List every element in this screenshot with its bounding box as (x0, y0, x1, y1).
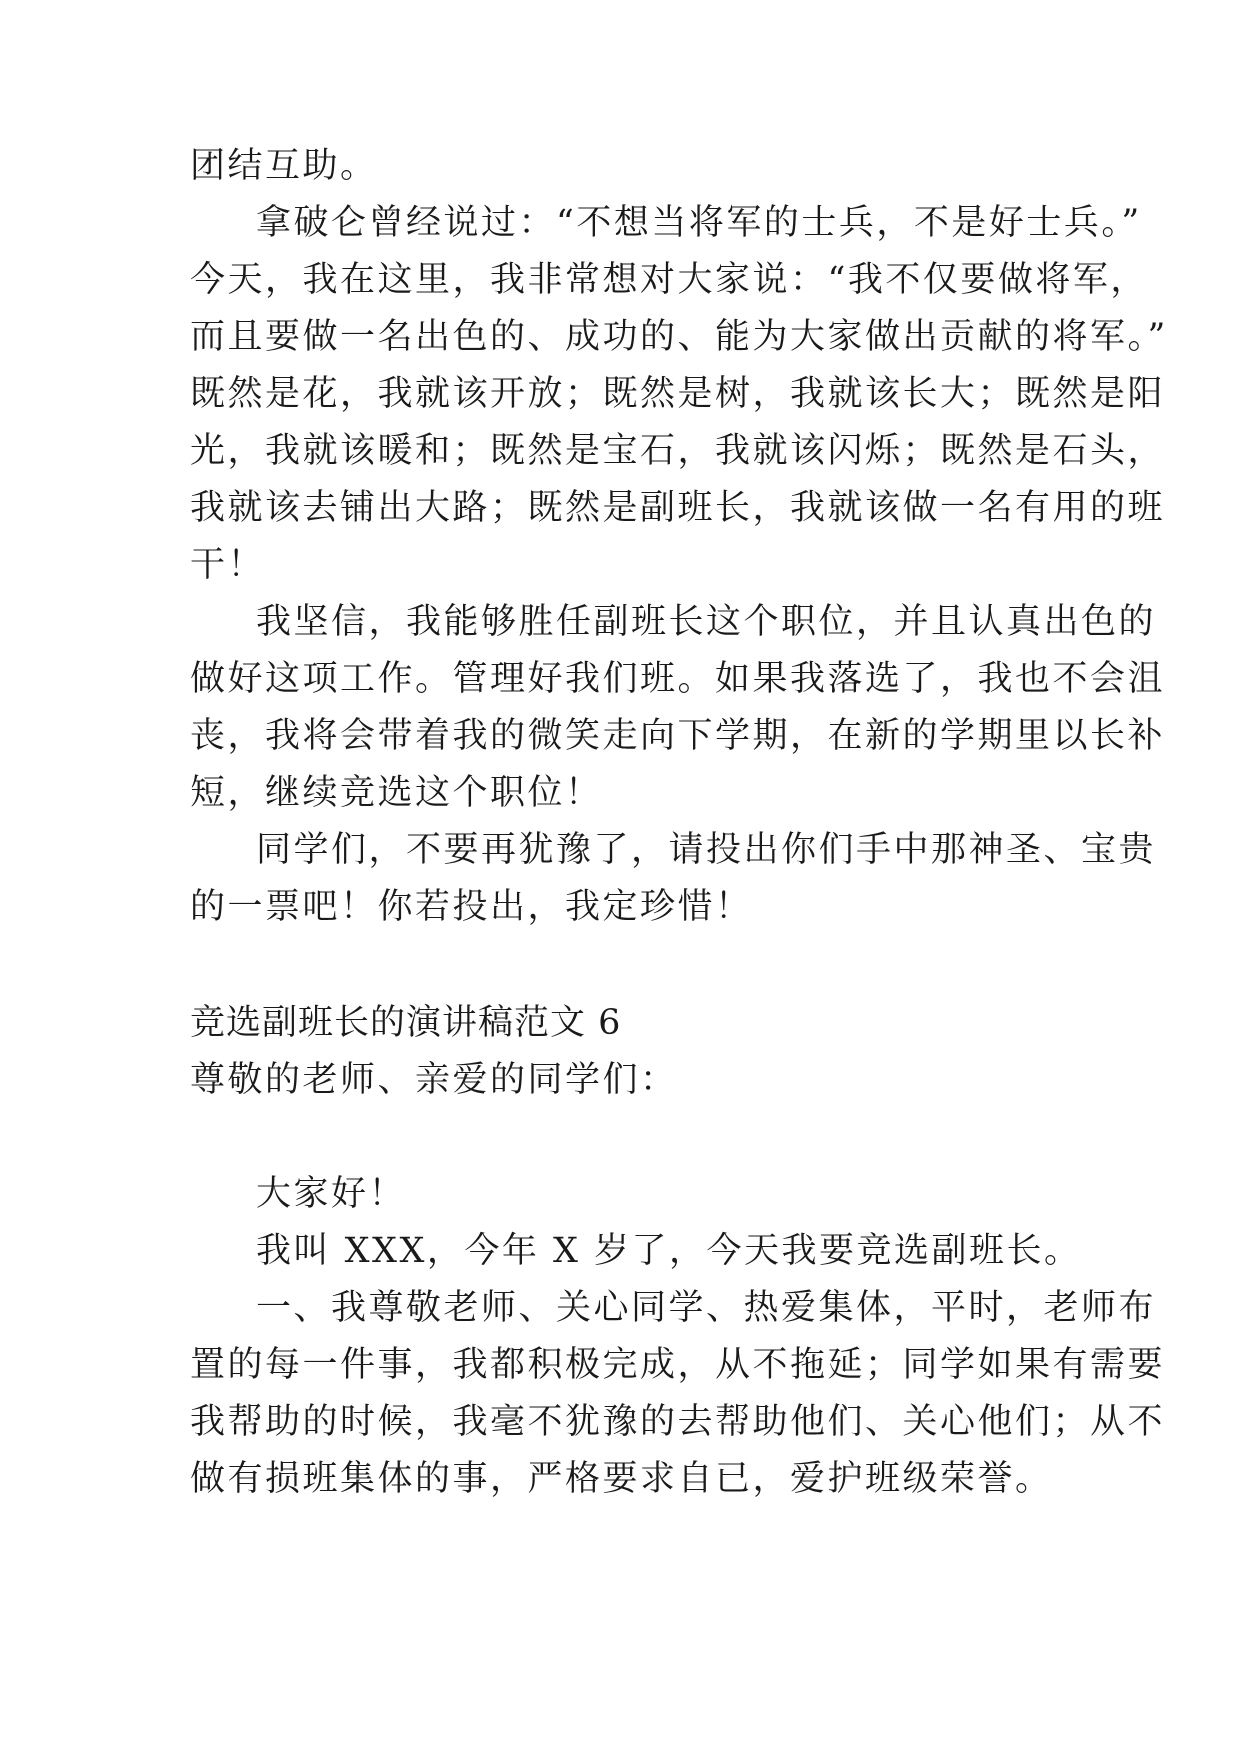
text-line-11: 丧，我将会带着我的微笑走向下学期，在新的学期里以长补 (190, 716, 1166, 756)
text-line-6: 光，我就该暖和；既然是宝石，我就该闪烁；既然是石头， (190, 431, 1166, 471)
greeting: 大家好！ (256, 1174, 407, 1214)
text-line-7: 我就该去铺出大路；既然是副班长，我就该做一名有用的班 (190, 488, 1166, 528)
text-line-10: 做好这项工作。管理好我们班。如果我落选了，我也不会沮 (190, 659, 1166, 699)
section-heading: 竞选副班长的演讲稿范文 6 (190, 1003, 622, 1043)
text-line-14: 的一票吧！你若投出，我定珍惜！ (190, 887, 753, 927)
text-line-4: 而且要做一名出色的、成功的、能为大家做出贡献的将军。” (190, 317, 1168, 357)
text-line-22: 做有损班集体的事，严格要求自已，爱护班级荣誉。 (190, 1459, 1053, 1499)
text-line-9: 我坚信，我能够胜任副班长这个职位，并且认真出色的 (256, 602, 1157, 642)
text-line-13: 同学们，不要再犹豫了，请投出你们手中那神圣、宝贵 (256, 830, 1157, 870)
text-line-20: 置的每一件事，我都积极完成，从不拖延；同学如果有需要 (190, 1345, 1166, 1385)
salutation: 尊敬的老师、亲爱的同学们： (190, 1060, 678, 1100)
text-line-introduction: 我叫 XXX，今年 X 岁了，今天我要竞选副班长。 (256, 1231, 1082, 1271)
text-line-2: 拿破仑曾经说过：“不想当将军的士兵，不是好士兵。” (256, 203, 1142, 243)
text-line-8: 干！ (190, 545, 266, 585)
text-line-12: 短，继续竞选这个职位！ (190, 773, 603, 813)
text-line-19: 一、我尊敬老师、关心同学、热爱集体，平时，老师布 (256, 1288, 1157, 1328)
text-line-21: 我帮助的时候，我毫不犹豫的去帮助他们、关心他们；从不 (190, 1402, 1166, 1442)
text-line-3: 今天，我在这里，我非常想对大家说：“我不仅要做将军， (190, 260, 1148, 300)
text-line-1: 团结互助。 (190, 146, 378, 186)
text-line-5: 既然是花，我就该开放；既然是树，我就该长大；既然是阳 (190, 374, 1166, 414)
